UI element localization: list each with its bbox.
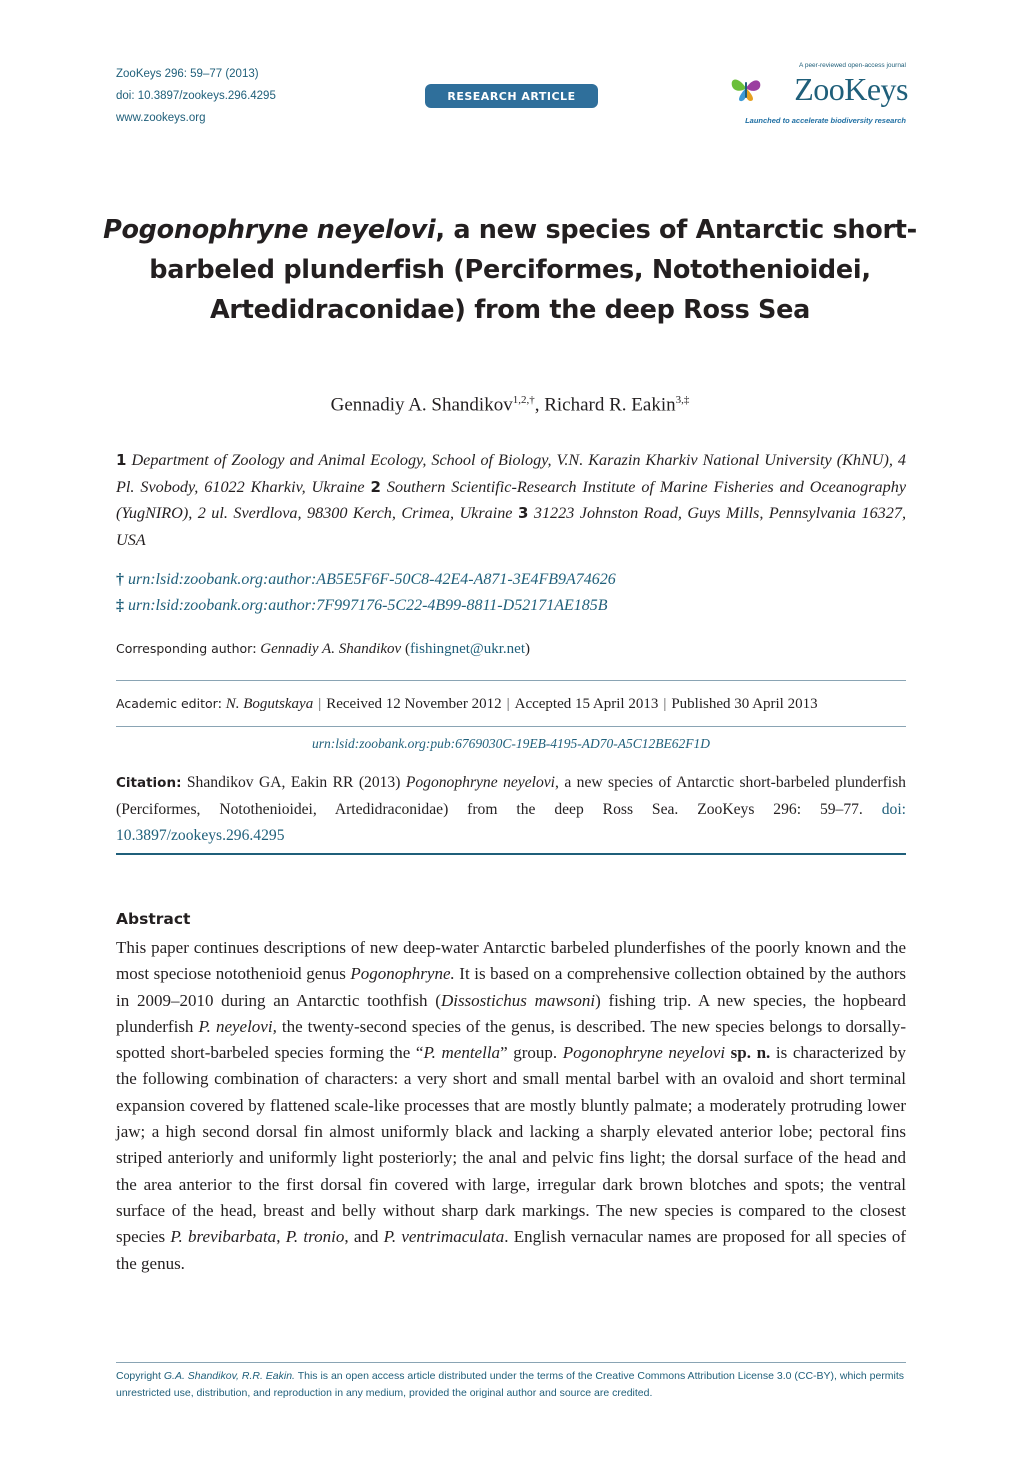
double-dagger-mark: ‡ [116,597,124,614]
accepted-date: Accepted 15 April 2013 [514,696,659,712]
author-1-affiliation-marks: 1,2,† [512,394,535,406]
published-date: Published 30 April 2013 [671,696,818,712]
divider-bar-1: | [318,696,322,712]
author-separator: , [534,394,545,416]
abstract-italic: Pogonophryne. [350,964,455,984]
abstract-italic: P. tronio [285,1227,345,1247]
affiliation-3: 31223 Johnston Road, Guys Mills, Pennsylvania 16327, USA [116,504,906,549]
title-line1: , a new species of Antarctic short- [435,215,917,245]
abstract-text: It is based on a comprehensive collection obtained by the authors in 2009–2010 during an Antarctic toothfish ( [116,964,906,1010]
title-line3: Artedidraconidae) from the deep Ross Sea [209,295,811,325]
abstract-body [116,935,906,1277]
abstract-italic: Pogonophryne neyelovi [562,1043,726,1063]
author-1: Gennadiy A. Shandikov [330,394,513,416]
citation-block [116,770,906,850]
zookeys-logo[interactable]: ZooKeys [794,71,908,107]
abstract-text: ” group. [500,1043,563,1063]
copyright-holders: G.A. Shandikov, R.R. Eakin. [163,1370,295,1382]
affiliation-3-number: 3 [517,504,529,522]
abstract-text: the twenty-second species of the genus, is described. The new species belongs to dorsally-spotted short-barbeled species forming the “ [116,1016,906,1063]
corresponding-colon: : [252,641,261,657]
license-text: This is an open access article distributed under the terms of the Creative Commons Attribution License 3.0 (CC-BY), which permits unrestricted use, distribution, and reproduction in any medium, provided the original author and source are credited. [116,1370,905,1399]
title-line2: barbeled plunderfish (Perciformes, Notothenioidei, [149,255,871,285]
received-date: Received 12 November 2012 [326,696,502,712]
editor-label: Academic editor [116,696,218,711]
author-lsid-1[interactable] [116,567,616,593]
abstract-text: is characterized by the following combination of characters: a very short and small mental barbel with an ovaloid and short terminal expansion covered by flattened scale-like processes that are mostly bluntly palmate; a moderately protruding lower jaw; a high second dorsal fin almost uniformly black and lacking a sharply elevated anterior lobe; pectoral fins striped anteriorly and uniformly light posteriorly; the anal and pelvic fins light; the dorsal surface of the head and the area anterior to the first dorsal fin covered with large, irregular dark brown blotches and spots; the ventral surface of the head, breast and belly without sharp dark markings. The new species is compared to the closest species [116,1043,907,1247]
logo-tagline-top: A peer-reviewed open-access journal [799,62,906,69]
abstract-italic: P. brevibarbata [170,1227,277,1247]
citation-label: Citation: [116,775,182,791]
abstract-italic: Dissostichus mawsoni [440,990,596,1010]
author-lsid-1-text[interactable]: urn:lsid:zoobank.org:author:AB5E5F6F-50C8-42E4-A871-3E4FB9A74626 [128,571,616,588]
affiliation-1-number: 1 [116,451,127,469]
author-lsid-2-text[interactable]: urn:lsid:zoobank.org:author:7F997176-5C22-4B99-8811-D52171AE185B [128,597,608,614]
corresponding-name: Gennadiy A. Shandikov [260,641,402,657]
editor-colon: : [217,696,226,712]
corresponding-author [116,639,916,659]
article-history [116,694,916,714]
article-type-badge: RESEARCH ARTICLE [425,84,598,108]
affiliation-2-number: 2 [370,477,381,496]
abstract-text: ) fishing trip. A new species, the hopbeard plunderfish [116,990,906,1036]
title-species: Pogonophryne neyelovi [103,215,436,245]
zoobank-publication-lsid[interactable]: urn:lsid:zoobank.org:pub:6769030C-19EB-4195-AD70-A5C12BE62F1D [311,736,711,751]
author-2-affiliation-marks: 3,‡ [675,394,690,406]
divider-middle [116,726,906,727]
author-2: Richard R. Eakin [544,394,676,416]
logo-tagline-bottom: Launched to accelerate biodiversity research [745,116,906,125]
footer-divider [116,1362,906,1363]
abstract-bold: sp. n. [725,1043,771,1063]
copyright-footer [116,1368,906,1401]
dagger-mark: † [116,571,124,588]
journal-citation-line: ZooKeys 296: 59–77 (2013) [116,68,259,80]
email-close-paren: ) [525,641,530,657]
divider-top [116,680,906,681]
divider-bar-2: | [506,696,510,712]
corresponding-email[interactable]: fishingnet@ukr.net [409,641,525,657]
abstract-italic: P. ventrimaculata [383,1227,505,1247]
divider-bottom [116,853,906,855]
abstract-italic: P. neyelovi, [198,1016,277,1036]
author-list [0,394,1020,416]
citation-doi-link[interactable]: doi: 10.3897/zookeys.296.4295 [116,800,906,844]
divider-bar-3: | [663,696,667,712]
affiliation-2: Southern Scientific-Research Institute of Marine Fisheries and Oceanography (YugNIRO), 2 ul. Sverdlova, 98300 Kerch, Crimea, Ukraine [116,477,906,522]
abstract-italic: P. mentella [423,1043,501,1063]
citation-text-2: , a new species of Antarctic short-barbeled plunderfish (Perciformes, Notothenioidei, Artedidraconidae) from the deep Ross Sea. ZooKeys 296: 59–77. [116,774,906,818]
abstract-text: , [276,1227,286,1247]
abstract-text: This paper continues descriptions of new deep-water Antarctic barbeled plunderfishes of the poorly known and the most speciose notothenioid genus [116,938,906,984]
corresponding-label: Corresponding author [116,641,253,656]
academic-editor: N. Bogutskaya [225,696,314,712]
email-open-paren: ( [401,641,410,657]
abstract-heading: Abstract [116,910,191,928]
citation-text-1: Shandikov GA, Eakin RR (2013) [181,774,406,791]
citation-species: Pogonophryne neyelovi [405,774,556,791]
article-title [100,210,920,330]
abstract-text: , and [344,1227,384,1247]
author-lsid-2[interactable] [116,593,608,619]
affiliation-1: Department of Zoology and Animal Ecology, School of Biology, V.N. Karazin Kharkiv National University (KhNU), 4 Pl. Svobody, 61022 Kharkiv, Ukraine [116,451,907,496]
copyright-prefix: Copyright [116,1370,164,1382]
journal-url[interactable]: www.zookeys.org [116,112,206,124]
doi-line[interactable]: doi: 10.3897/zookeys.296.4295 [116,90,276,102]
abstract-text: . English vernacular names are proposed for all species of the genus. [116,1227,907,1273]
affiliations [116,447,906,553]
